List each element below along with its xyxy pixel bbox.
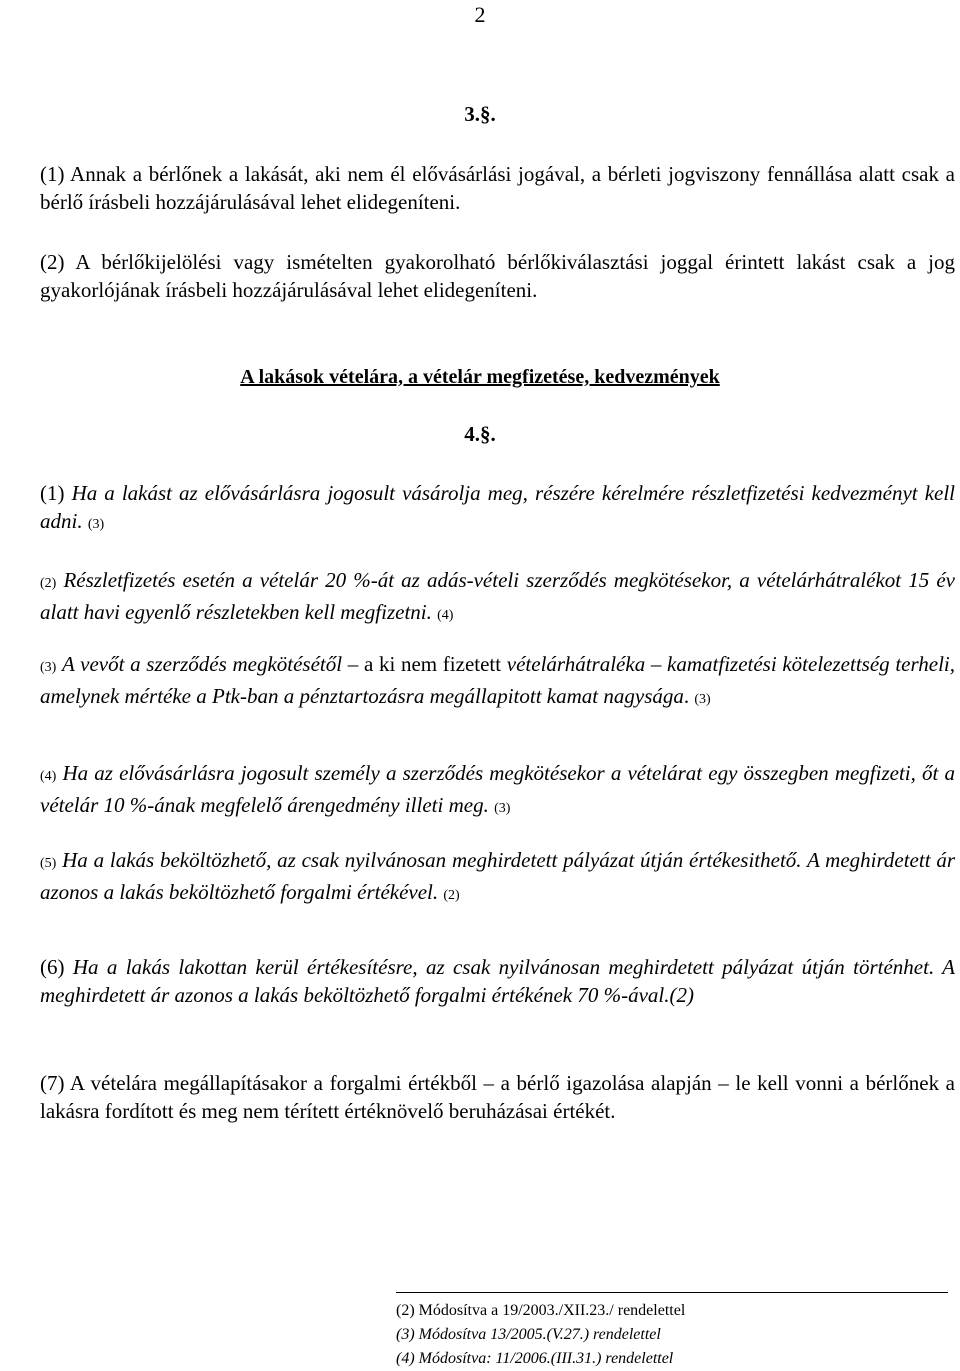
section-4-paragraph-7: (7) A vételára megállapításakor a forgalmi értékből – a bérlő igazolása alapján – le kell vonni a bérlőnek a lakásra fordított és meg nem térített értéknövelő beruházásai értékét. — [40, 1071, 955, 1123]
section-4-heading: 4.§. — [464, 422, 496, 446]
section-4-paragraph-2 — [40, 566, 955, 630]
paragraph-text: Ha a lakást az elővásárlásra jogosult vásárolja meg, részére kérelmére részletfizetési kedvezményt kell adni. — [40, 481, 956, 533]
paragraph-number: (3) — [40, 660, 57, 675]
section-4-paragraph-4 — [40, 759, 955, 823]
footnotes — [396, 1299, 685, 1371]
page-number: 2 — [474, 2, 486, 27]
amendment-ref: (4) — [437, 608, 454, 623]
paragraph-number: (2) — [40, 576, 57, 591]
paragraph-number: (6) — [40, 955, 65, 979]
amendment-ref: (3) — [694, 692, 711, 707]
section-3-paragraph-2: (2) A bérlőkijelölési vagy ismételten gyakorolható bérlőkiválasztási joggal érintett lakást csak a jog gyakorlójának írásbeli hozzájárulásával lehet elidegeníteni. — [40, 250, 955, 302]
amendment-ref: (2) — [443, 888, 460, 903]
paragraph-text: Ha a lakás beköltözhető, az csak nyilvánosan meghirdetett pályázat útján értékesithető. A meghirdetett ár azonos a lakás beköltözhető forgalmi értékével. — [40, 848, 956, 904]
amendment-ref: (3) — [87, 517, 105, 532]
amendment-ref: (2) — [669, 983, 694, 1007]
footnote-3: (3) Módosítva 13/2005.(V.27.) rendelettel — [396, 1326, 661, 1343]
section-4-paragraph-3 — [40, 650, 955, 714]
footnote-4: (4) Módosítva: 11/2006.(III.31.) rendelettel — [396, 1350, 674, 1367]
paragraph-text: Ha az elővásárlásra jogosult személy a szerződés megkötésekor a vételárat egy összegben megfizeti, őt a vételár 10 %-ának megfelelő árengedmény illeti meg. — [40, 761, 955, 817]
section-4-paragraph-5 — [40, 846, 955, 910]
paragraph-text-3: vételárhátraléka – kamatfizetési kötelezettség terheli, amelynek mértéke a Ptk-ban a pénztartozásra megállapitott kamat nagysága — [40, 652, 956, 708]
paragraph-text: Ha a lakás lakottan kerül értékesítésre, az csak nyilvánosan meghirdetett pályázat útján történhet. A meghirdetett ár azonos a lakás beköltözhető forgalmi értékének 70 %-ával. — [40, 955, 955, 1007]
paragraph-text-2: – a ki nem fizetett — [342, 652, 507, 676]
footnote-2: (2) Módosítva a 19/2003./XII.23./ rendelettel — [396, 1302, 686, 1319]
section-4-paragraph-6 — [40, 953, 955, 1009]
section-3-heading: 3.§. — [464, 102, 496, 126]
paragraph-number: (4) — [40, 769, 57, 784]
paragraph-text-1: A vevőt a szerződés megkötésétől — [62, 652, 343, 676]
section-4-paragraph-1 — [40, 479, 955, 539]
section-3-paragraph-1: (1) Annak a bérlőnek a lakását, aki nem él elővásárlási jogával, a bérleti jogviszony fennállása alatt csak a bérlő írásbeli hozzájárulásával lehet elidegeníteni. — [40, 162, 955, 214]
paragraph-number: (5) — [40, 856, 57, 871]
section-4-title: A lakások vételára, a vételár megfizetése, kedvezmények — [240, 366, 720, 388]
amendment-ref: (3) — [494, 801, 511, 816]
paragraph-text-4: . — [683, 684, 695, 708]
paragraph-number: (1) — [40, 481, 65, 505]
footnote-divider — [396, 1292, 948, 1293]
paragraph-text: Részletfizetés esetén a vételár 20 %-át az adás-vételi szerződés megkötésekor, a vételárhátralékot 15 év alatt havi egyenlő részletekben kell megfizetni. — [40, 568, 955, 624]
